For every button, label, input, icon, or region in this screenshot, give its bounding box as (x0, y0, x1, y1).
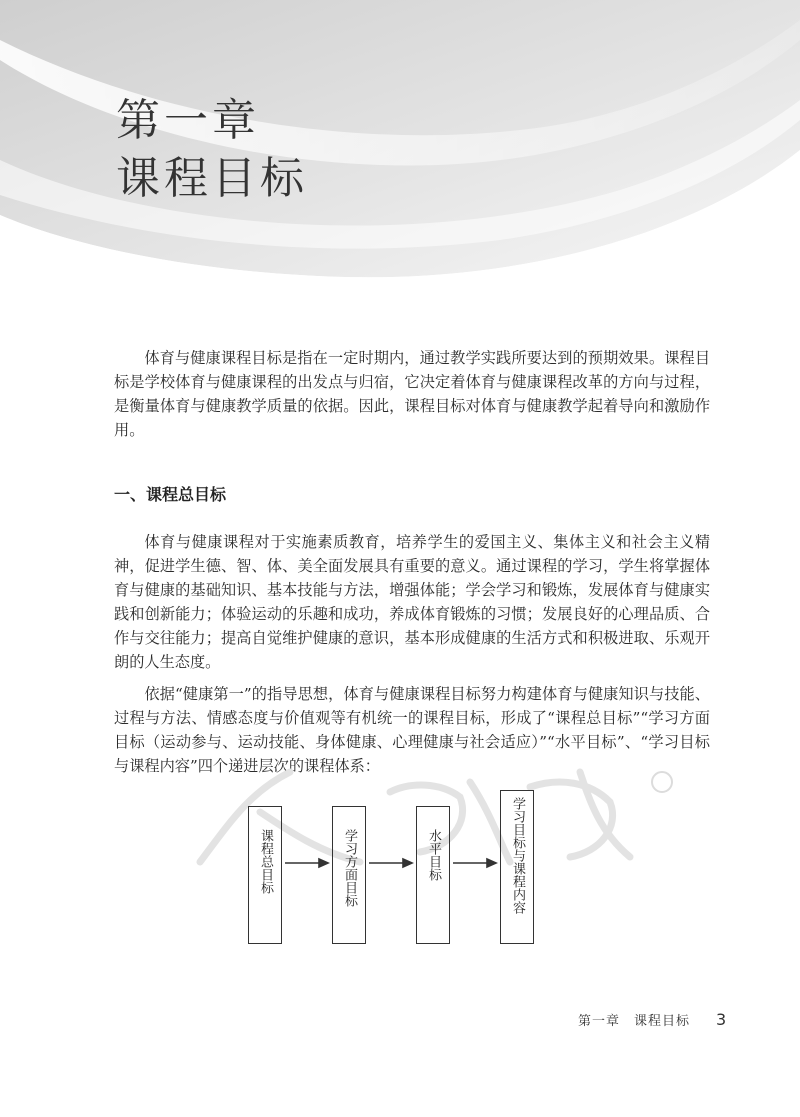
page-footer (578, 1010, 726, 1029)
section-heading: 一、课程总目标 (114, 485, 227, 504)
flow-box-learning-aspect-goals (332, 806, 366, 944)
intro-paragraph: 体育与健康课程目标是指在一定时期内，通过教学实践所要达到的预期效果。课程目标是学校体育与健康课程的出发点与归宿，它决定着体育与健康课程改革的方向与过程，是衡量体育与健康教学质量的依据。因此，课程目标对体育与健康教学起着导向和激励作用。 (114, 349, 710, 439)
flow-box-overall-goal (248, 806, 282, 944)
chapter-title (116, 92, 308, 208)
flow-box-level-goals (416, 806, 450, 944)
flow-box-learning-goals-content (500, 790, 534, 944)
flow-box-label: 学习方面目标 (342, 829, 357, 907)
running-footer-title: 第一章 课程目标 (578, 1014, 691, 1029)
chapter-number: 第一章 (116, 95, 260, 146)
body-paragraph-2: 依据“健康第一”的指导思想，体育与健康课程目标努力构建体育与健康知识与技能、过程与方法、情感态度与价值观等有机统一的课程目标，形成了“课程总目标”“学习方面目标（运动参与、运动技能、身体健康、心理健康与社会适应）”“水平目标”、“学习目标与课程内容”四个递进层次的课程体系： (114, 685, 710, 775)
flow-box-label: 学习目标与课程内容 (510, 797, 525, 914)
body-paragraph-1: 体育与健康课程对于实施素质教育，培养学生的爱国主义、集体主义和社会主义精神，促进学生德、智、体、美全面发展具有重要的意义。通过课程的学习，学生将掌握体育与健康的基础知识、基本技能与方法，增强体能；学会学习和锻炼，发展体育与健康实践和创新能力；体验运动的乐趣和成功，养成体育锻炼的习惯；发展良好的心理品质、合作与交往能力；提高自觉维护健康的意识，基本形成健康的生活方式和积极进取、乐观开朗的人生态度。 (114, 533, 710, 671)
chapter-name: 课程目标 (116, 153, 308, 204)
flow-box-label: 课程总目标 (258, 829, 273, 894)
page-number: 3 (716, 1010, 727, 1029)
flow-box-label: 水平目标 (426, 829, 441, 881)
